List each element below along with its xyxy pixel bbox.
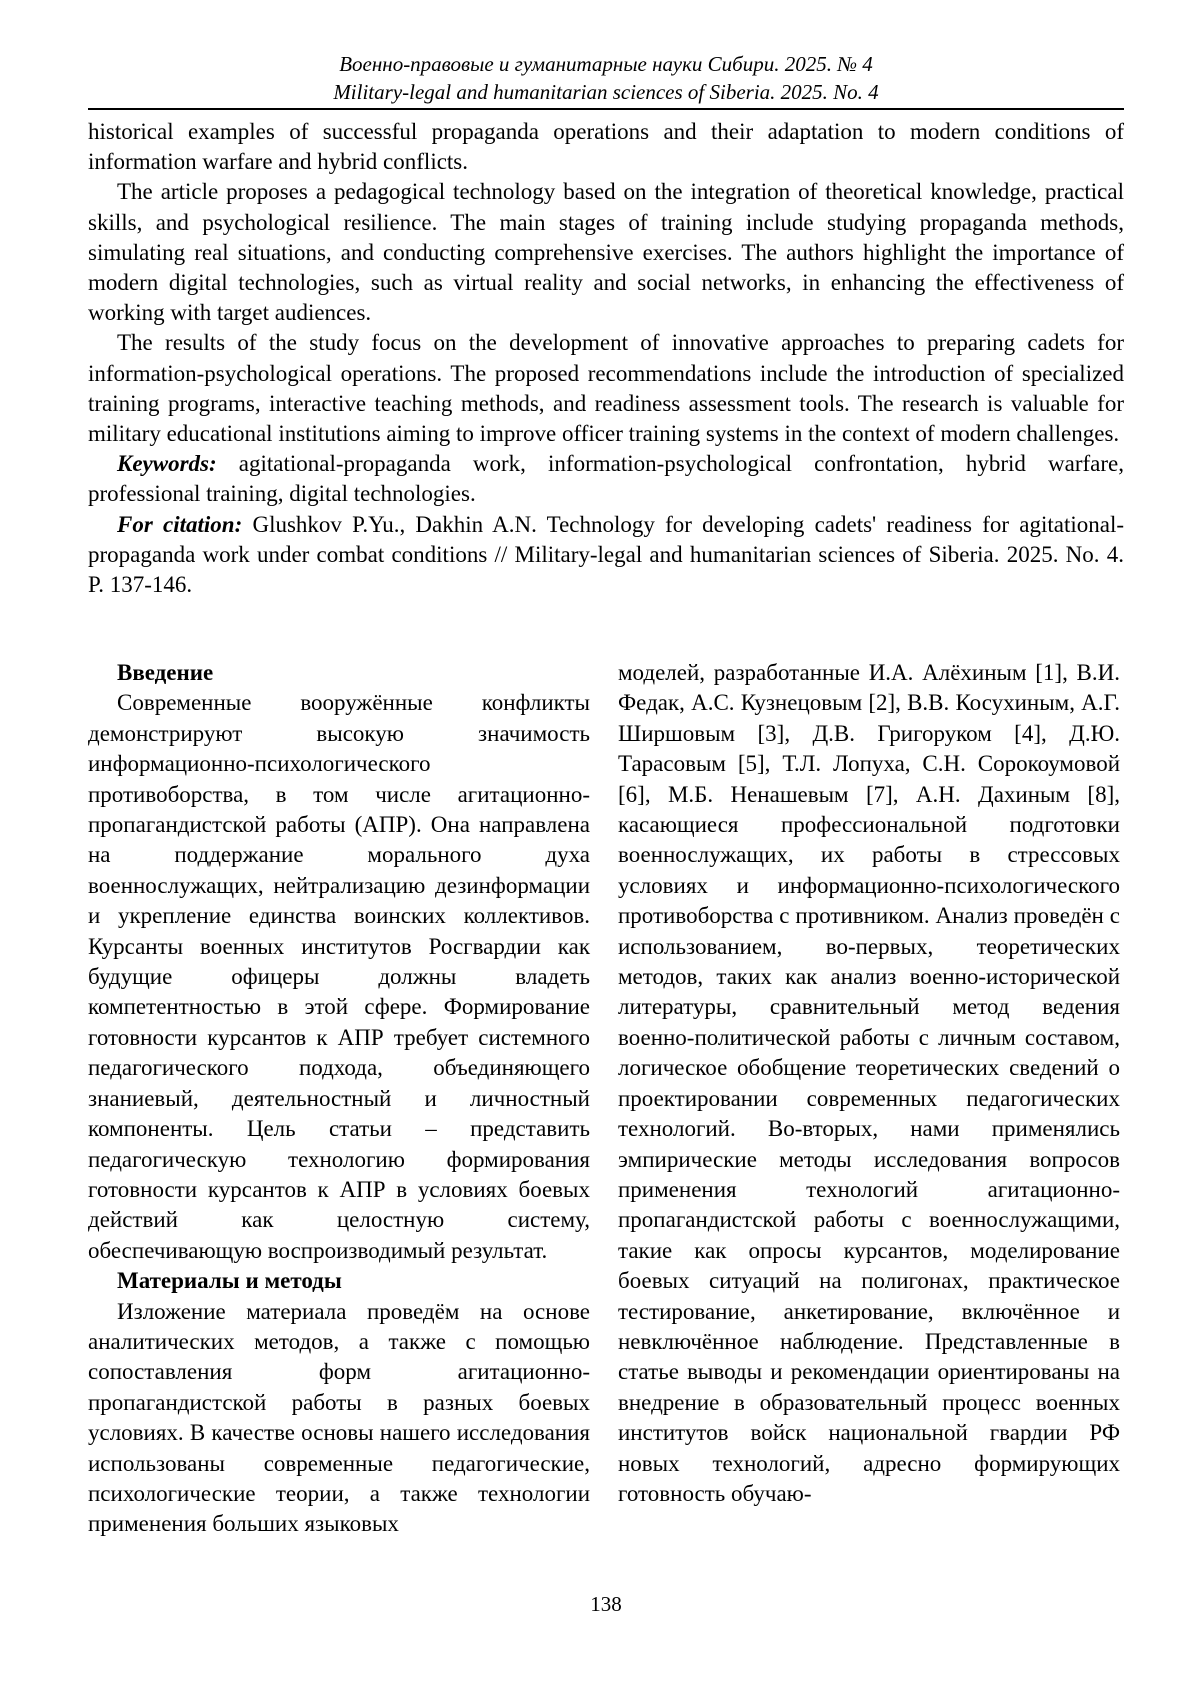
body-paragraph-continued: моделей, разработанные И.А. Алёхиным [1], В.И. Федак, А.С. Кузнецовым [2], В.В. Косухиным, А.Г. Ширшовым [3], Д.В. Григоруком [4], Д.Ю. Тарасовым [5], Т.Л. Лопуха, С.Н. Сорокоумовой [6], М.Б. Ненашевым [7], А.Н. Дахиным [8], касающиеся профессиональной подготовки военнослужащих, их работы в стрессовых условиях и информационно-психологического противоборства с противником. Анализ проведён с использованием, во-первых, теоретических методов, таких как анализ военно-исторической литературы, сравнительный метод ведения военно-политической работы с личным составом, логическое обобщение теоретических сведений о проектировании современных педагогических технологий. Во-вторых, нами применялись эмпирические методы исследования вопросов применения технологий агитационно-пропагандистской работы с военнослужащими, такие как опросы курсантов, моделирование боевых ситуаций на полигонах, практическое тестирование, анкетирование, включённое и невключённое наблюдение. Представленные в статье выводы и рекомендации ориентированы на внедрение в образовательный процесс военных институтов войск национальной гвардии РФ новых технологий, адресно формирующих готовность обучаю- [618,660,1120,1506]
keywords-label: Keywords: [117,451,217,477]
right-column [618,658,1120,1509]
abstract-paragraph: The article proposes a pedagogical technology based on the integration of theoretical knowledge, practical skills, and psychological resilience. The main stages of training include studying propaganda methods, simulating real situations, and conducting comprehensive exercises. The authors highlight the importance of modern digital technologies, such as virtual reality and social networks, in enhancing the effectiveness of working with target audiences. [88,179,1124,326]
left-column [88,658,590,1540]
header-line-en: Military-legal and humanitarian sciences of Siberia. 2025. No. 4 [333,80,879,104]
body-paragraph: Изложение материала проведём на основе аналитических методов, а также с помощью сопоставления форм агитационно-пропагандистской работы в разных боевых условиях. В качестве основы нашего исследования использованы современные педагогические, психологические теории, а также технологии применения больших языковых [88,1298,590,1537]
abstract-paragraph-continued: historical examples of successful propaganda operations and their adaptation to modern conditions of information warfare and hybrid conflicts. [88,119,1124,175]
keywords-text: agitational-propaganda work, information-psychological confrontation, hybrid warfare, professional training, digital technologies. [88,451,1124,507]
abstract-section [88,117,1124,600]
abstract-paragraph: The results of the study focus on the development of innovative approaches to preparing cadets for information-psychological operations. The proposed recommendations include the introduction of specialized training programs, interactive teaching methods, and readiness assessment tools. The research is valuable for military educational institutions aiming to improve officer training systems in the context of modern challenges. [88,330,1124,447]
citation-label: For citation: [117,511,243,537]
page-number: 138 [590,1592,622,1616]
header-line-ru: Военно-правовые и гуманитарные науки Сибири. 2025. № 4 [339,52,873,76]
header-divider [88,108,1124,110]
citation-text: Glushkov P.Yu., Dakhin A.N. Technology for developing cadets' readiness for agitational-propaganda work under combat conditions // Military-legal and humanitarian sciences of Siberia. 2025. No. 4. P. 137-146. [88,511,1124,598]
body-paragraph: Современные вооружённые конфликты демонстрируют высокую значимость информационно-психологического противоборства, в том числе агитационно-пропагандистской работы (АПР). Она направлена на поддержание морального духа военнослужащих, нейтрализацию дезинформации и укрепление единства воинских коллективов. Курсанты военных институтов Росгвардии как будущие офицеры должны владеть компетентностью в этой сфере. Формирование готовности курсантов к АПР требует системного педагогического подхода, объединяющего знаниевый, деятельностный и личностный компоненты. Цель статьи – представить педагогическую технологию формирования готовности курсантов к АПР в условиях боевых действий как целостную систему, обеспечивающую воспроизводимый результат. [88,690,590,1263]
citation [88,510,1124,601]
running-header [88,50,1124,106]
section-heading-introduction: Введение [117,660,214,685]
keywords [88,449,1124,509]
section-heading-materials-methods: Материалы и методы [117,1268,342,1294]
